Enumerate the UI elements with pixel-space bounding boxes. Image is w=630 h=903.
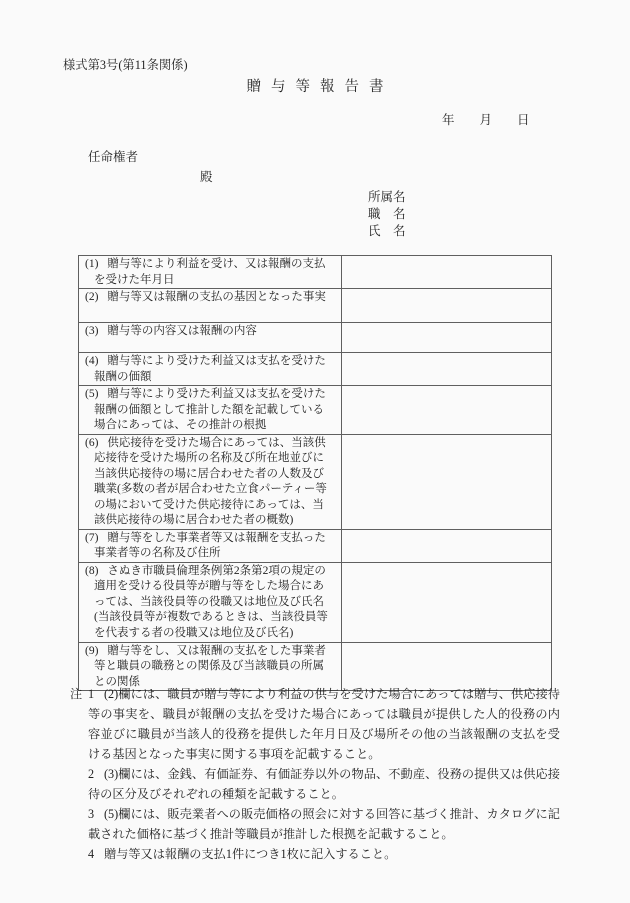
item-number: (1) — [85, 258, 99, 270]
table-row — [79, 289, 552, 323]
item-number: (3) — [85, 325, 99, 337]
item-3-value-cell — [342, 323, 552, 353]
item-6-label — [79, 434, 342, 529]
appointing-authority-label: 任命権者 — [88, 150, 139, 164]
item-5-value-cell — [342, 386, 552, 435]
item-1-label — [79, 256, 342, 289]
note-text: 贈与等又は報酬の支払1件につき1枚に記入すること。 — [104, 847, 397, 861]
table-row — [79, 256, 552, 289]
table-row — [79, 529, 552, 562]
item-number: (6) — [85, 436, 99, 449]
note-number: 1 — [88, 687, 95, 701]
table-row — [79, 386, 552, 435]
note-number: 2 — [88, 767, 95, 781]
item-3-label — [79, 323, 342, 353]
name-label: 氏 名 — [368, 224, 406, 238]
item-number: (8) — [85, 564, 99, 577]
note-text: (3)欄には、金銭、有価証券、有価証券以外の物品、不動産、役務の提供又は供応接待の区分及びそれぞれの種類を記載すること。 — [88, 767, 560, 801]
note-item-2 — [88, 764, 560, 804]
item-number: (2) — [85, 291, 99, 303]
item-number: (9) — [85, 644, 99, 657]
item-7-value-cell — [342, 529, 552, 562]
note-text: (2)欄には、職員が贈与等により利益の供与を受けた場合にあっては贈与、供応接待等の事実を、職員が報酬の支払を受けた場合にあっては職員が提供した人的役務の内容並びに職員が当該人的役務を提供した年月日及び場所その他の当該報酬の支払を受ける基因となった事実に関する事項を記載すること。 — [88, 687, 560, 761]
notes-marker: 注 — [70, 687, 83, 701]
item-7-label — [79, 529, 342, 562]
item-text: 贈与等により受けた利益又は支払を受けた報酬の価額 — [94, 355, 326, 383]
item-2-label — [79, 289, 342, 323]
date-line: 年 月 日 — [442, 113, 530, 127]
note-text: (5)欄には、販売業者への販売価格の照会に対する回答に基づく推計、カタログに記載された価格に基づく推計等職員が推計した根拠を記載すること。 — [88, 807, 560, 841]
item-6-value-cell — [342, 434, 552, 529]
item-text: 贈与等の内容又は報酬の内容 — [107, 325, 257, 337]
item-1-value-cell — [342, 256, 552, 289]
document-title: 贈与等報告書 — [246, 79, 394, 95]
table-row — [79, 562, 552, 642]
note-item-4 — [88, 844, 560, 864]
item-5-label — [79, 386, 342, 435]
table-row — [79, 323, 552, 353]
item-number: (7) — [85, 531, 99, 544]
item-text: さぬき市職員倫理条例第2条第2項の規定の適用を受ける役員等が贈与等をした場合にあっては、当該役員等の役職又は地位及び氏名(当該役員等が複数であるときは、当該役員等を代表する者の役職又は地位及び氏名) — [94, 564, 328, 639]
table-row — [79, 434, 552, 529]
table-row — [79, 353, 552, 386]
honorific-dono: 殿 — [200, 170, 213, 184]
affiliation-label: 所属名 — [368, 190, 406, 204]
note-item-3 — [88, 804, 560, 844]
item-text: 贈与等をし、又は報酬の支払をした事業者等と職員の職務との関係及び当該職員の所属との関係 — [94, 644, 326, 688]
item-2-value-cell — [342, 289, 552, 323]
note-item-1 — [88, 684, 560, 764]
item-text: 贈与等又は報酬の支払の基因となった事実 — [107, 291, 326, 303]
form-code: 様式第3号(第11条関係) — [63, 58, 188, 72]
item-text: 贈与等により受けた利益又は支払を受けた報酬の価額として推計した額を記載している場合にあっては、その推計の根拠 — [94, 388, 326, 431]
item-8-value-cell — [342, 562, 552, 642]
item-8-label — [79, 562, 342, 642]
item-number: (5) — [85, 388, 99, 400]
item-4-value-cell — [342, 353, 552, 386]
item-number: (4) — [85, 355, 99, 367]
item-text: 供応接待を受けた場合にあっては、当該供応接待を受けた場所の名称及び所在地並びに当該供応接待の場に居合わせた者の人数及び職業(多数の者が居合わせた立食パーティー等の場において受けた供応接待にあっては、当該供応接待の場に居合わせた者の概数) — [94, 436, 327, 526]
note-number: 3 — [88, 807, 95, 821]
signer-block — [368, 189, 406, 240]
item-text: 贈与等により利益を受け、又は報酬の支払を受けた年月日 — [94, 258, 326, 286]
report-items-table — [78, 255, 552, 691]
position-label: 職 名 — [368, 207, 406, 221]
item-4-label — [79, 353, 342, 386]
notes-section — [70, 684, 560, 864]
item-text: 贈与等をした事業者等又は報酬を支払った事業者等の名称及び住所 — [94, 531, 326, 559]
note-number: 4 — [88, 847, 95, 861]
